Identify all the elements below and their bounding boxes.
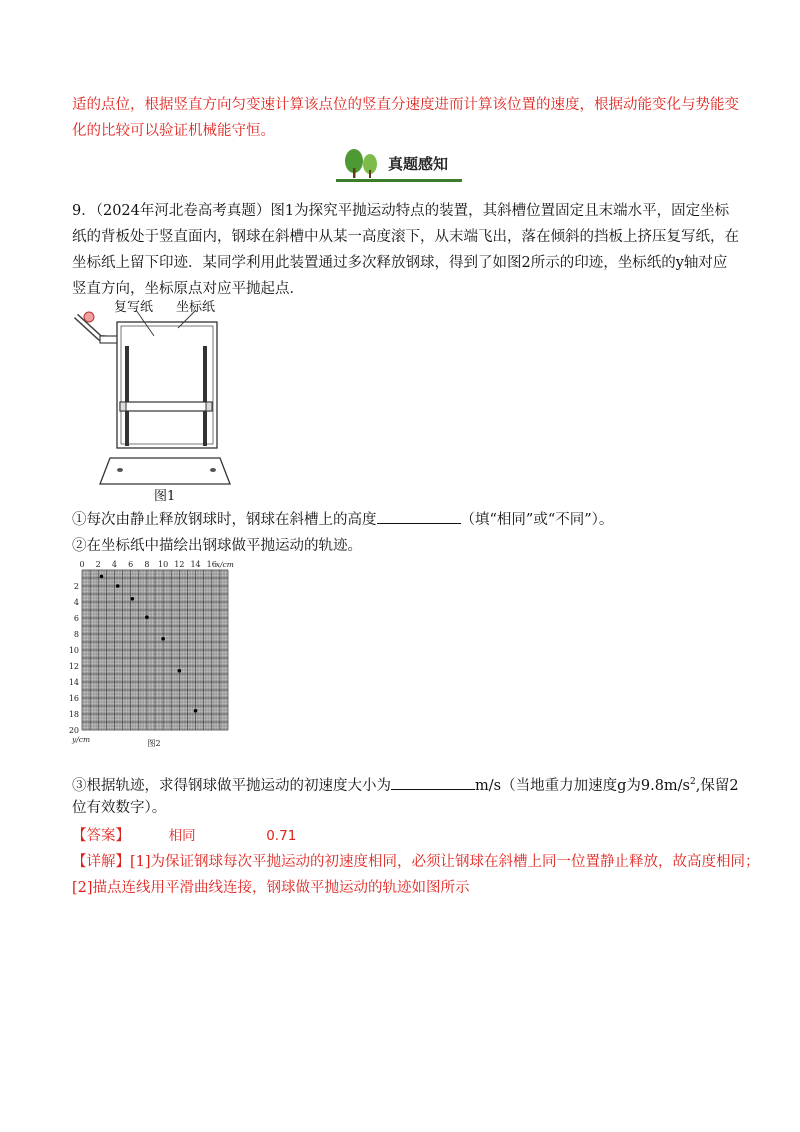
section-badge-underline: [336, 179, 462, 182]
label-grid-paper: 坐标纸: [176, 300, 216, 315]
trajectory-grid: [70, 558, 250, 758]
x-tick-label: 4: [111, 560, 117, 569]
item-3-answer-blank: [391, 775, 475, 790]
question-source: （2024年河北卷高考真题）: [95, 203, 271, 219]
y-tick-label: 16: [68, 694, 79, 703]
section-badge: [336, 146, 462, 184]
item-1-text: ①每次由静止释放钢球时，钢球在斜槽上的高度: [72, 512, 377, 528]
question-line-4: 竖直方向，坐标原点对应平抛起点．: [72, 281, 304, 297]
y-axis-label: y/cm: [72, 735, 91, 744]
item-1-answer-blank: [377, 509, 461, 524]
figure-1: [70, 296, 250, 506]
intro-line-1: 适的点位，根据竖直方向匀变速计算该点位的竖直分速度进而计算该位置的速度，根据动能变化与势能变: [72, 97, 739, 113]
answer-value-1: 相同: [168, 828, 196, 844]
item-3-unit: m/s: [475, 777, 502, 794]
trajectory-point: [194, 709, 198, 713]
trajectory-point: [100, 575, 104, 579]
section-badge-label: 真题感知: [388, 155, 449, 173]
x-tick-label: 0: [79, 560, 85, 569]
item-3-text-end: ,保留2: [695, 777, 739, 794]
x-tick-label: 12: [174, 560, 185, 569]
question-line-1: [72, 198, 729, 224]
x-tick-label: 6: [128, 560, 134, 569]
label-copy-paper: 复写纸: [114, 300, 154, 315]
y-tick-label: 18: [68, 710, 79, 719]
x-tick-label: 10: [158, 560, 169, 569]
x-tick-label: 8: [144, 560, 150, 569]
detail-label: 【详解】: [72, 854, 130, 870]
answer-row: [72, 823, 296, 849]
y-tick-label: 2: [73, 582, 79, 591]
item-2: ②在坐标纸中描绘出钢球做平抛运动的轨迹。: [72, 538, 362, 554]
y-tick-label: 6: [73, 614, 79, 623]
item-3-superscript: 2: [690, 777, 696, 787]
figure-2: [70, 558, 250, 758]
x-tick-label: 14: [190, 560, 201, 569]
y-tick-label: 10: [68, 646, 79, 655]
apparatus-drawing: [70, 296, 250, 486]
y-tick-label: 8: [73, 630, 79, 639]
question-line-2: 纸的背板处于竖直面内，钢球在斜槽中从某一高度滚下，从末端飞出，落在倾斜的挡板上挤压复写纸，在: [72, 229, 739, 245]
item-3-line-1: [72, 769, 739, 799]
item-1: [72, 507, 613, 533]
x-tick-label: 16: [206, 560, 217, 569]
y-tick-label: 20: [68, 726, 79, 735]
trajectory-point: [161, 637, 165, 641]
item-3-text-after: （当地重力加速度g为9.8m/s: [501, 777, 690, 794]
detail-line-2: [2]描点连线用平滑曲线连接，钢球做平抛运动的轨迹如图所示: [72, 880, 470, 896]
item-3-line-2: 位有效数字）。: [72, 800, 167, 816]
figure-1-caption: 图1: [154, 489, 176, 504]
figure-2-caption: 图2: [147, 739, 161, 748]
grid-lines: [82, 570, 228, 730]
trajectory-point: [145, 615, 149, 619]
y-tick-label: 14: [68, 678, 79, 687]
question-number: 9．: [72, 203, 96, 219]
item-1-text-after: （填“相同”或“不同”）。: [460, 512, 614, 528]
detail-line-1: [72, 849, 760, 875]
x-tick-label: 2: [95, 560, 101, 569]
y-tick-label: 4: [73, 598, 79, 607]
question-line-3: 坐标纸上留下印迹．某同学利用此装置通过多次释放钢球，得到了如图2所示的印迹，坐标纸的y轴对应: [72, 255, 728, 271]
intro-line-2: 化的比较可以验证机械能守恒。: [72, 123, 275, 139]
trajectory-point: [178, 669, 182, 673]
tree-icon: [340, 148, 384, 180]
trajectory-point: [116, 584, 120, 588]
question-line-1-text: 图1为探究平抛运动特点的装置，其斜槽位置固定且末端水平，固定坐标: [270, 203, 730, 219]
item-3-text: ③根据轨迹，求得钢球做平抛运动的初速度大小为: [72, 777, 391, 794]
answer-label: 【答案】: [72, 828, 130, 844]
answer-value-2: 0.71: [266, 828, 297, 844]
y-tick-label: 12: [68, 662, 79, 671]
detail-line-1-text: [1]为保证钢球每次平抛运动的初速度相同，必须让钢球在斜槽上同一位置静止释放，故高度相同；: [130, 854, 760, 870]
trajectory-point: [130, 597, 134, 601]
x-axis-label: x/cm: [215, 560, 234, 569]
